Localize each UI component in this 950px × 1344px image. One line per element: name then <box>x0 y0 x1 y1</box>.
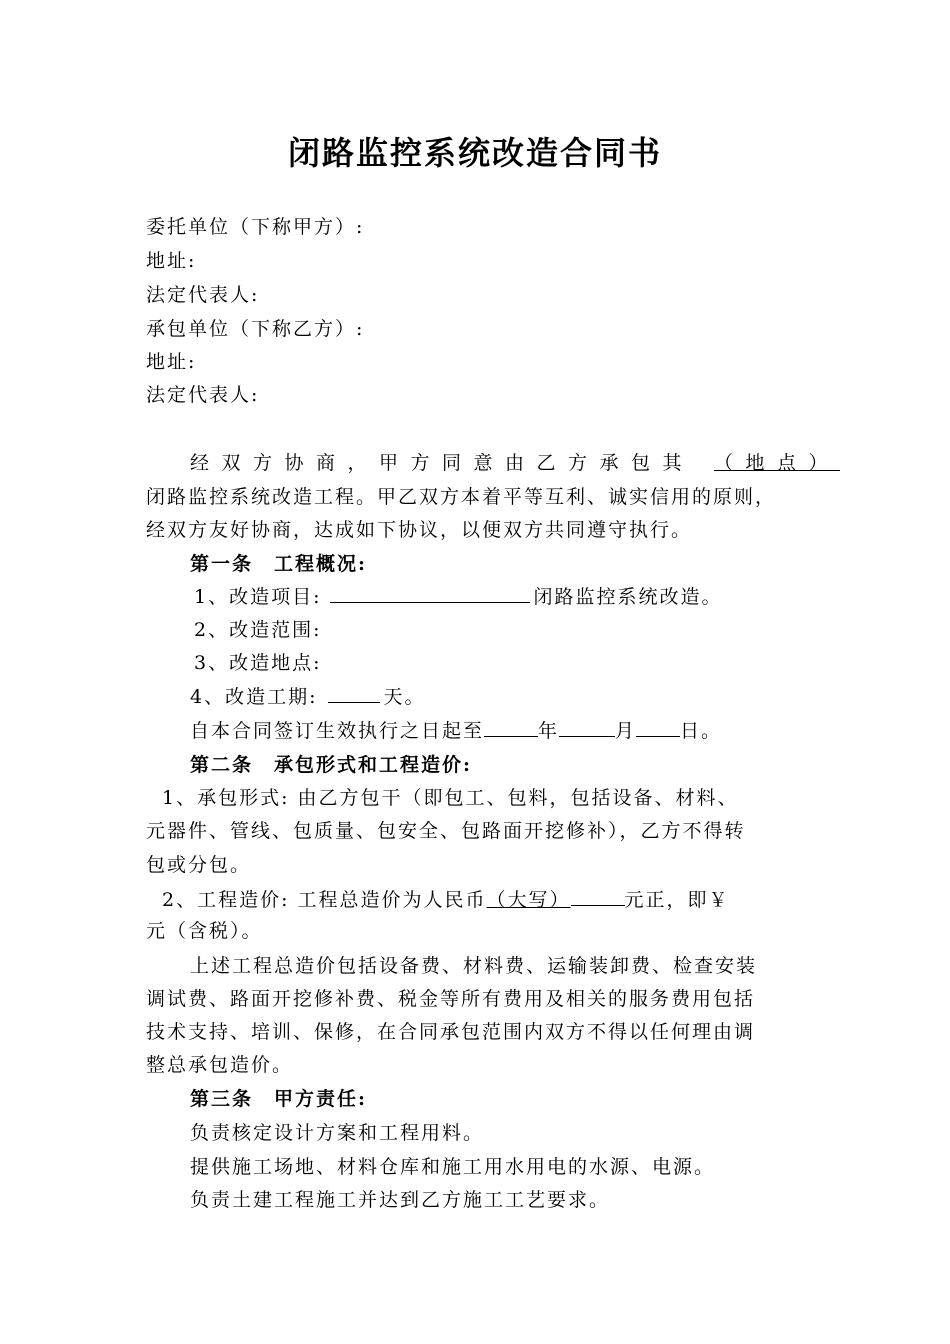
contract-form-line-2: 元器件、管线、包质量、包安全、包路面开挖修补），乙方不得转 <box>146 820 746 842</box>
article-3-heading: 第三条 甲方责任: <box>190 1088 368 1110</box>
project-cost-line-2: 元（含税）。 <box>146 920 263 942</box>
contract-form-line-1: 1、承包形式: 由乙方包干（即包工、包料，包括设备、材料、 <box>162 787 739 809</box>
month-blank <box>559 716 615 737</box>
article-1-item-2: 2、改造范围: <box>194 619 322 641</box>
document-title: 闭路监控系统改造合同书 <box>287 134 662 172</box>
cost-scope-line-1: 上述工程总造价包括设备费、材料费、运输装卸费、检查安装 <box>190 955 758 977</box>
day-label: 日。 <box>680 720 723 742</box>
amount-in-words: （大写） <box>486 889 571 911</box>
party-a-duty-3: 负责土建工程施工并达到乙方施工工艺要求。 <box>190 1189 611 1211</box>
article-1-item-1 <box>194 582 723 612</box>
article-1-item-4 <box>190 682 426 712</box>
preamble-line-3: 经双方友好协商，达成如下协议，以便双方共同遵守执行。 <box>146 519 693 541</box>
preamble-line-1 <box>190 448 840 478</box>
renovation-project-suffix: 闭路监控系统改造。 <box>533 586 723 608</box>
party-a-duty-2: 提供施工场地、材料仓库和施工用水用电的水源、电源。 <box>190 1156 716 1178</box>
contract-form-line-3: 包或分包。 <box>146 854 252 876</box>
project-cost-line-1 <box>162 883 730 915</box>
construction-period-blank <box>328 682 380 703</box>
client-address-label: 地址: <box>146 250 197 272</box>
preamble-text-1: 经双方协商，甲方同意由乙方承包其 <box>190 452 695 474</box>
article-1-item-3: 3、改造地点: <box>194 652 322 674</box>
construction-period-label: 4、改造工期: <box>190 686 318 708</box>
month-label: 月 <box>615 720 637 742</box>
effective-date-text: 自本合同签订生效执行之日起至 <box>190 720 485 742</box>
party-a-duty-1: 负责核定设计方案和工程用料。 <box>190 1122 485 1144</box>
effective-date-line <box>190 716 722 746</box>
contractor-address-label: 地址: <box>146 351 197 373</box>
cost-scope-line-3: 技术支持、培训、保修，在合同承包范围内双方不得以任何理由调 <box>146 1021 756 1043</box>
year-label: 年 <box>538 720 560 742</box>
day-blank <box>636 716 680 737</box>
article-2-heading: 第二条 承包形式和工程造价: <box>190 754 473 776</box>
renovation-project-label: 1、改造项目: <box>194 586 322 608</box>
client-unit-label: 委托单位（下称甲方）: <box>146 216 365 238</box>
year-blank <box>484 716 538 737</box>
cost-scope-line-4: 整总承包造价。 <box>146 1054 294 1076</box>
contractor-legal-rep-label: 法定代表人: <box>146 384 260 406</box>
contractor-unit-label: 承包单位（下称乙方）: <box>146 318 365 340</box>
client-legal-rep-label: 法定代表人: <box>146 284 260 306</box>
renovation-project-blank <box>330 582 530 603</box>
article-1-heading: 第一条 工程概况: <box>190 553 368 575</box>
amount-blank <box>571 883 625 906</box>
construction-period-unit: 天。 <box>383 686 426 708</box>
project-cost-text: 2、工程造价: 工程总造价为人民币 <box>162 889 487 911</box>
location-placeholder: （地点） <box>714 452 841 474</box>
amount-suffix: 元正，即￥ <box>624 889 730 911</box>
preamble-line-2: 闭路监控系统改造工程。甲乙双方本着平等互利、诚实信用的原则， <box>146 486 777 508</box>
cost-scope-line-2: 调试费、路面开挖修补费、税金等所有费用及相关的服务费用包括 <box>146 988 756 1010</box>
